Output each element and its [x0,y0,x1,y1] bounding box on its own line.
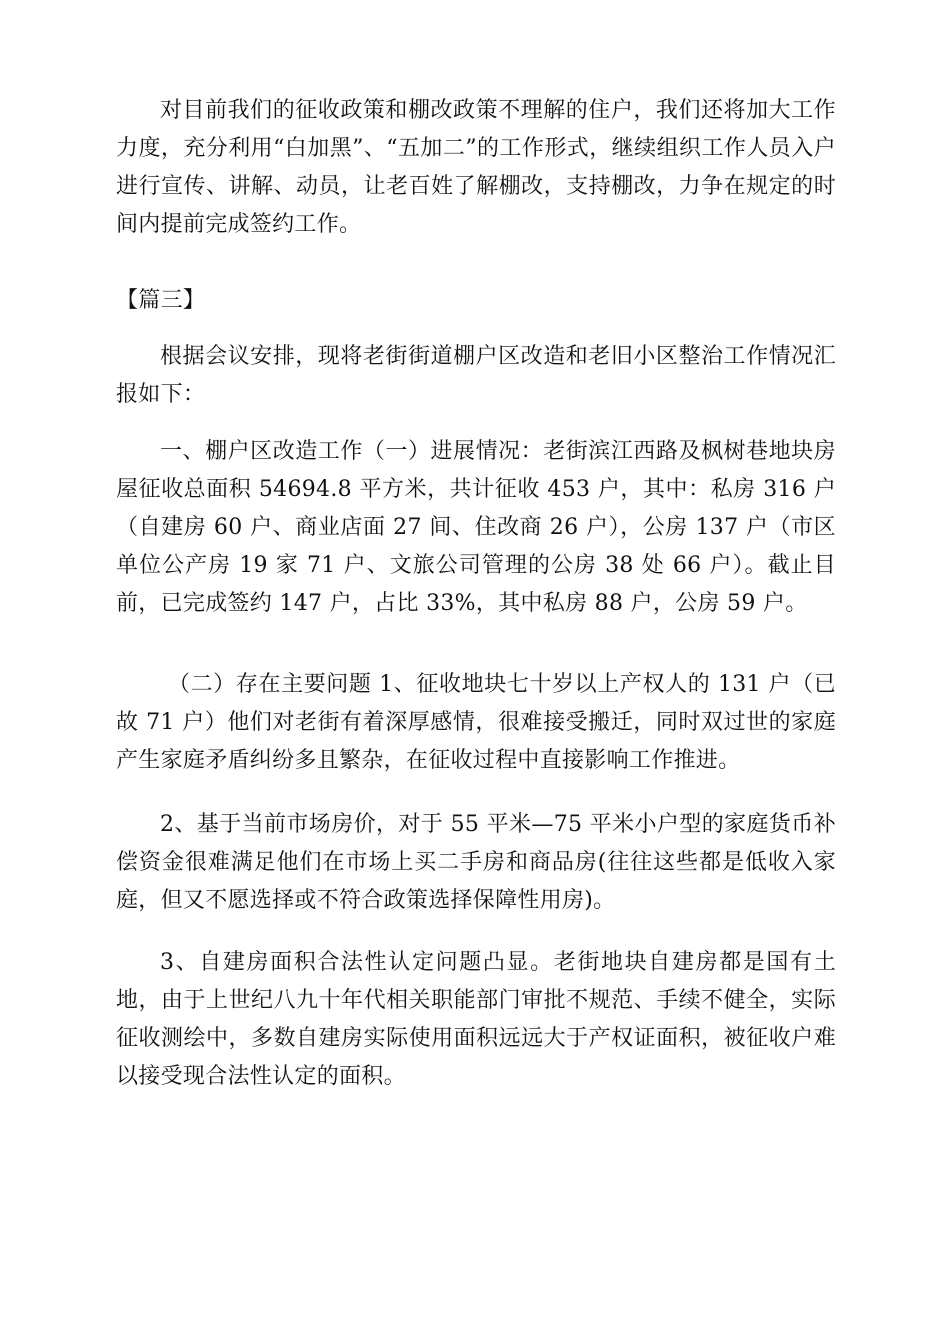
paragraph-problem-3: 3、自建房面积合法性认定问题凸显。老街地块自建房都是国有土地，由于上世纪八九十年代相关职能部门审批不规范、手续不健全，实际征收测绘中，多数自建房实际使用面积远远大于产权证面积，被征收户难以接受现合法性认定的面积。 [116,950,836,1089]
paragraph-progress: 一、棚户区改造工作（一）进展情况：老街滨江西路及枫树巷地块房屋征收总面积 54694.8 平方米，共计征收 453 户，其中：私房 316 户（自建房 60 户、商业店面 27 间、住改商 26 户），公房 137 户（市区单位公产房 19 家 71 户、文旅公司管理的公房 38 处 66 户）。截止目前，已完成签约 147 户，占比 33%，其中私房 88 户，公房 59 户。 [116,439,836,616]
paragraph-problem-1: （二）存在主要问题 1、征收地块七十岁以上产权人的 131 户（已故 71 户）他们对老街有着深厚感情，很难接受搬迁，同时双过世的家庭产生家庭矛盾纠纷多且繁杂，在征收过程中直接影响工作推进。 [116,672,836,773]
paragraph-intro: 根据会议安排，现将老街街道棚户区改造和老旧小区整治工作情况汇报如下： [116,344,836,407]
paragraph-signing-work: 对目前我们的征收政策和棚改政策不理解的住户，我们还将加大工作力度，充分利用“白加黑”、“五加二”的工作形式，继续组织工作人员入户进行宣传、讲解、动员，让老百姓了解棚改，支持棚改，力争在规定的时间内提前完成签约工作。 [116,98,836,237]
section-heading: 【篇三】 [116,288,206,313]
paragraph-problem-2: 2、基于当前市场房价，对于 55 平米—75 平米小户型的家庭货币补偿资金很难满足他们在市场上买二手房和商品房(往往这些都是低收入家庭，但又不愿选择或不符合政策选择保障性用房)。 [116,812,836,913]
